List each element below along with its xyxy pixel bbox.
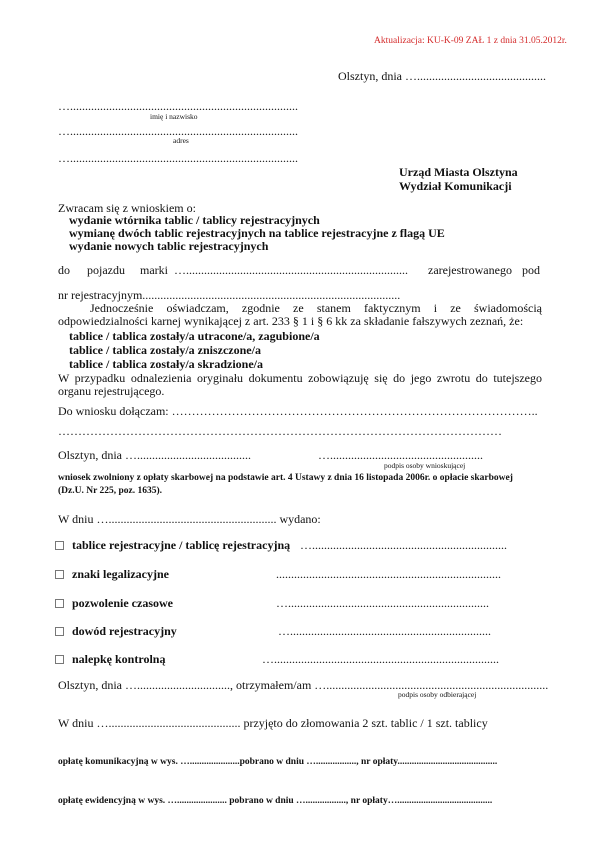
scrapping-field[interactable]: W dniu …............................................ przyjęto do złomowania 2 szt. tablic / 1 szt. tablicy (58, 716, 488, 730)
fee-exemption-line-2: (Dz.U. Nr 225, poz. 1635). (58, 486, 163, 496)
declaration-option-stolen[interactable]: tablice / tablica zostały/a skradzione/a (69, 357, 263, 371)
declaration-line-1: Jednocześnie oświadczam, zgodnie ze stanem faktycznym i ze świadomością (90, 301, 542, 315)
vehicle-pod: pod (522, 263, 540, 277)
request-option-new[interactable]: wydanie nowych tablic rejestracyjnych (69, 239, 269, 253)
checkbox-control-sticker[interactable] (55, 655, 64, 664)
request-option-eu-flag[interactable]: wymianę dwóch tablic rejestracyjnych na tablice rejestracyjne z flagą UE (69, 226, 445, 240)
address-extra-line[interactable]: …............................................................................ (58, 151, 298, 165)
applicant-signature-caption: podpis osoby wnioskującej (384, 461, 466, 470)
checkbox-registration-certificate[interactable] (55, 627, 64, 636)
attachments-field[interactable]: Do wniosku dołączam: ……………………………………………………………………………….. (58, 404, 538, 418)
issued-item-control-sticker: nalepkę kontrolną (72, 652, 166, 666)
request-option-duplicate[interactable]: wydanie wtórnika tablic / tablicy rejestracyjnych (69, 213, 320, 227)
applicant-signature-field[interactable]: …................................................... (318, 448, 483, 462)
vehicle-do: do (58, 263, 70, 277)
recipient-signature-caption: podpis osoby odbierającej (398, 690, 477, 699)
update-note: Aktualizacja: KU-K-09 ZAŁ 1 z dnia 31.05.2012r. (374, 36, 567, 46)
fee-exemption-line-1: wniosek zwolniony z opłaty skarbowej na podstawie art. 4 Ustawy z dnia 16 listopada 2006r. o opłacie skarbowej (58, 473, 513, 483)
issued-item-temporary-permit-field[interactable]: …................................................................... (276, 596, 489, 610)
declaration-option-destroyed[interactable]: tablice / tablica zostały/a zniszczone/a (69, 343, 261, 357)
issued-item-temporary-permit: pozwolenie czasowe (72, 596, 173, 610)
issued-item-control-sticker-field[interactable]: …........................................................................... (262, 652, 499, 666)
name-caption: imię i nazwisko (150, 112, 198, 121)
vehicle-pojazdu: pojazdu (87, 263, 125, 277)
records-fee-field[interactable]: opłatę ewidencyjną w wys. …..................... pobrano w dniu …................., nr opłaty…........................................ (58, 796, 493, 806)
issued-item-plates: tablice rejestracyjne / tablicę rejestracyjną (72, 538, 291, 552)
request-intro: Zwracam się z wnioskiem o: (58, 201, 196, 215)
recipient-office: Urząd Miasta Olsztyna (399, 165, 518, 179)
checkbox-temporary-permit[interactable] (55, 599, 64, 608)
issued-item-registration-certificate-field[interactable]: …................................................................... (278, 624, 491, 638)
address-line[interactable]: …............................................................................ (58, 124, 298, 138)
attachments-field-continued[interactable]: ………………………………………………………………………………………………… (58, 424, 502, 438)
issued-item-legalization-marks-field[interactable]: ........................................................................... (276, 567, 501, 581)
return-clause-line-1: W przypadku odnalezienia oryginału dokumentu zobowiązuję się do jego zwrotu do tutejszego (58, 371, 542, 385)
return-clause-line-2: organu rejestrującego. (58, 384, 165, 398)
communication-fee-field[interactable]: opłatę komunikacyjną w wys. ….....................pobrano w dniu …................., nr opłaty.......................................... (58, 757, 498, 767)
issued-intro[interactable]: W dniu …........................................................ wydano: (58, 512, 321, 526)
issued-item-legalization-marks: znaki legalizacyjne (72, 567, 169, 581)
checkbox-legalization-marks[interactable] (55, 570, 64, 579)
vehicle-make-field[interactable]: ….......................................................................... (174, 263, 408, 277)
vehicle-zarejestrowanego: zarejestrowanego (428, 263, 512, 277)
place-date-field[interactable]: Olsztyn, dnia …........................................... (338, 69, 546, 83)
recipient-department: Wydział Komunikacji (399, 179, 512, 193)
checkbox-plates[interactable] (55, 541, 64, 550)
issued-item-plates-field[interactable]: …................................................................. (300, 538, 507, 552)
received-field[interactable]: Olsztyn, dnia …..............................., otrzymałem/am ….......................................................................... (58, 678, 549, 692)
declaration-line-2: odpowiedzialności karnej wynikającej z art. 233 § 1 i § 6 kk za składanie fałszywych zeznań, że: (58, 314, 524, 328)
signature-date-field[interactable]: Olsztyn, dnia …...................................... (58, 448, 251, 462)
registration-number-field[interactable]: nr rejestracyjnym...................................................................................... (58, 288, 401, 302)
vehicle-marki: marki (140, 263, 168, 277)
name-line[interactable]: …............................................................................ (58, 99, 298, 113)
address-caption: adres (173, 136, 189, 145)
issued-item-registration-certificate: dowód rejestracyjny (72, 624, 177, 638)
declaration-option-lost[interactable]: tablice / tablica zostały/a utracone/a, zagubione/a (69, 329, 320, 343)
